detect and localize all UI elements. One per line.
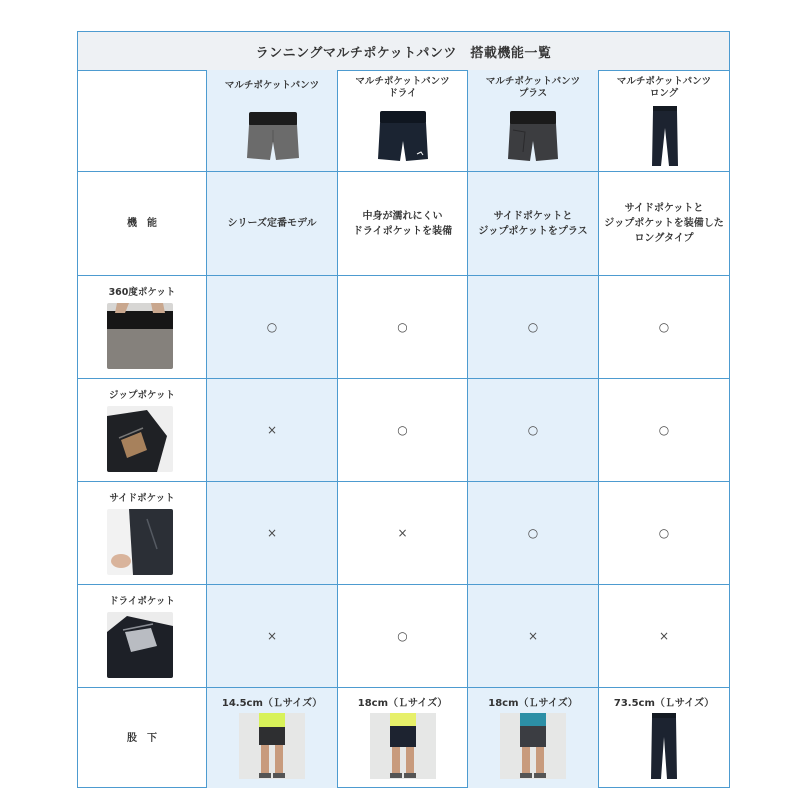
product-header-4 xyxy=(599,70,729,171)
product-header-2 xyxy=(338,70,468,171)
product-name: マルチポケットパンツ プラス xyxy=(485,76,581,99)
availability-mark: × xyxy=(207,585,338,687)
availability-mark: ○ xyxy=(338,276,468,378)
availability-mark: × xyxy=(658,628,670,643)
feature-comparison-table xyxy=(77,31,730,788)
availability-mark: ○ xyxy=(338,379,468,481)
feature-image-side-pocket xyxy=(107,509,173,575)
inseam-value: 14.5cm（Ｌサイズ） xyxy=(221,698,323,709)
function-row xyxy=(78,172,729,276)
product-image-shorts-charcoal xyxy=(505,108,561,164)
availability-mark: × xyxy=(207,379,338,481)
inseam-cell xyxy=(468,688,599,788)
inseam-cell xyxy=(338,688,468,788)
availability-mark: ○ xyxy=(468,276,599,378)
inseam-cell xyxy=(599,688,729,788)
feature-image-360-pocket xyxy=(107,303,173,369)
model-photo-short-lime xyxy=(239,713,305,779)
feature-name: ドライポケット xyxy=(109,596,175,607)
product-name: マルチポケットパンツ ドライ xyxy=(355,76,450,99)
inseam-value: 18cm（Ｌサイズ） xyxy=(488,698,578,709)
availability-mark: ○ xyxy=(658,422,670,437)
product-image-shorts-gray xyxy=(245,108,301,164)
feature-name: サイドポケット xyxy=(109,493,175,504)
product-header-1 xyxy=(207,70,338,171)
function-description: シリーズ定番モデル xyxy=(207,172,338,275)
feature-label-cell xyxy=(78,276,207,378)
feature-row-zip-pocket xyxy=(78,379,729,482)
feature-label-cell xyxy=(78,379,207,481)
availability-mark: ○ xyxy=(207,276,338,378)
function-description: サイドポケットと ジップポケットをプラス xyxy=(468,172,599,275)
availability-mark: ○ xyxy=(658,525,670,540)
row-label-function: 機 能 xyxy=(78,172,207,275)
feature-label-cell xyxy=(78,585,207,687)
row-label-inseam: 股 下 xyxy=(78,688,207,788)
feature-image-dry-pocket xyxy=(107,612,173,678)
feature-row-side-pocket xyxy=(78,482,729,585)
feature-row-dry-pocket xyxy=(78,585,729,688)
model-photo-short-teal xyxy=(500,713,566,779)
availability-mark: ○ xyxy=(338,585,468,687)
availability-mark: ○ xyxy=(468,379,599,481)
product-header-3 xyxy=(468,70,599,171)
function-description: サイドポケットと ジップポケットを装備した ロングタイプ xyxy=(604,203,724,244)
inseam-value: 73.5cm（Ｌサイズ） xyxy=(613,698,715,709)
availability-mark: × xyxy=(207,482,338,584)
model-photo-long-pants xyxy=(631,713,697,779)
availability-mark: × xyxy=(468,585,599,687)
feature-name: 360度ポケット xyxy=(108,287,176,298)
product-name: マルチポケットパンツ ロング xyxy=(616,76,712,99)
table-title: ランニングマルチポケットパンツ 搭載機能一覧 xyxy=(78,32,729,71)
product-image-long-pants xyxy=(645,104,685,168)
availability-mark: × xyxy=(338,482,468,584)
feature-name: ジップポケット xyxy=(108,390,176,401)
availability-mark: ○ xyxy=(658,319,670,334)
feature-row-360-pocket xyxy=(78,276,729,379)
model-photo-short-yellow xyxy=(370,713,436,779)
feature-image-zip-pocket xyxy=(107,406,173,472)
inseam-row xyxy=(78,688,729,788)
product-header-row xyxy=(78,70,729,172)
inseam-value: 18cm（Ｌサイズ） xyxy=(357,698,448,709)
corner-cell xyxy=(78,70,207,171)
product-image-shorts-navy xyxy=(375,108,431,164)
availability-mark: ○ xyxy=(468,482,599,584)
product-name: マルチポケットパンツ xyxy=(224,80,320,91)
inseam-cell xyxy=(207,688,338,788)
function-description: 中身が濡れにくい ドライポケットを装備 xyxy=(338,172,468,275)
feature-label-cell xyxy=(78,482,207,584)
